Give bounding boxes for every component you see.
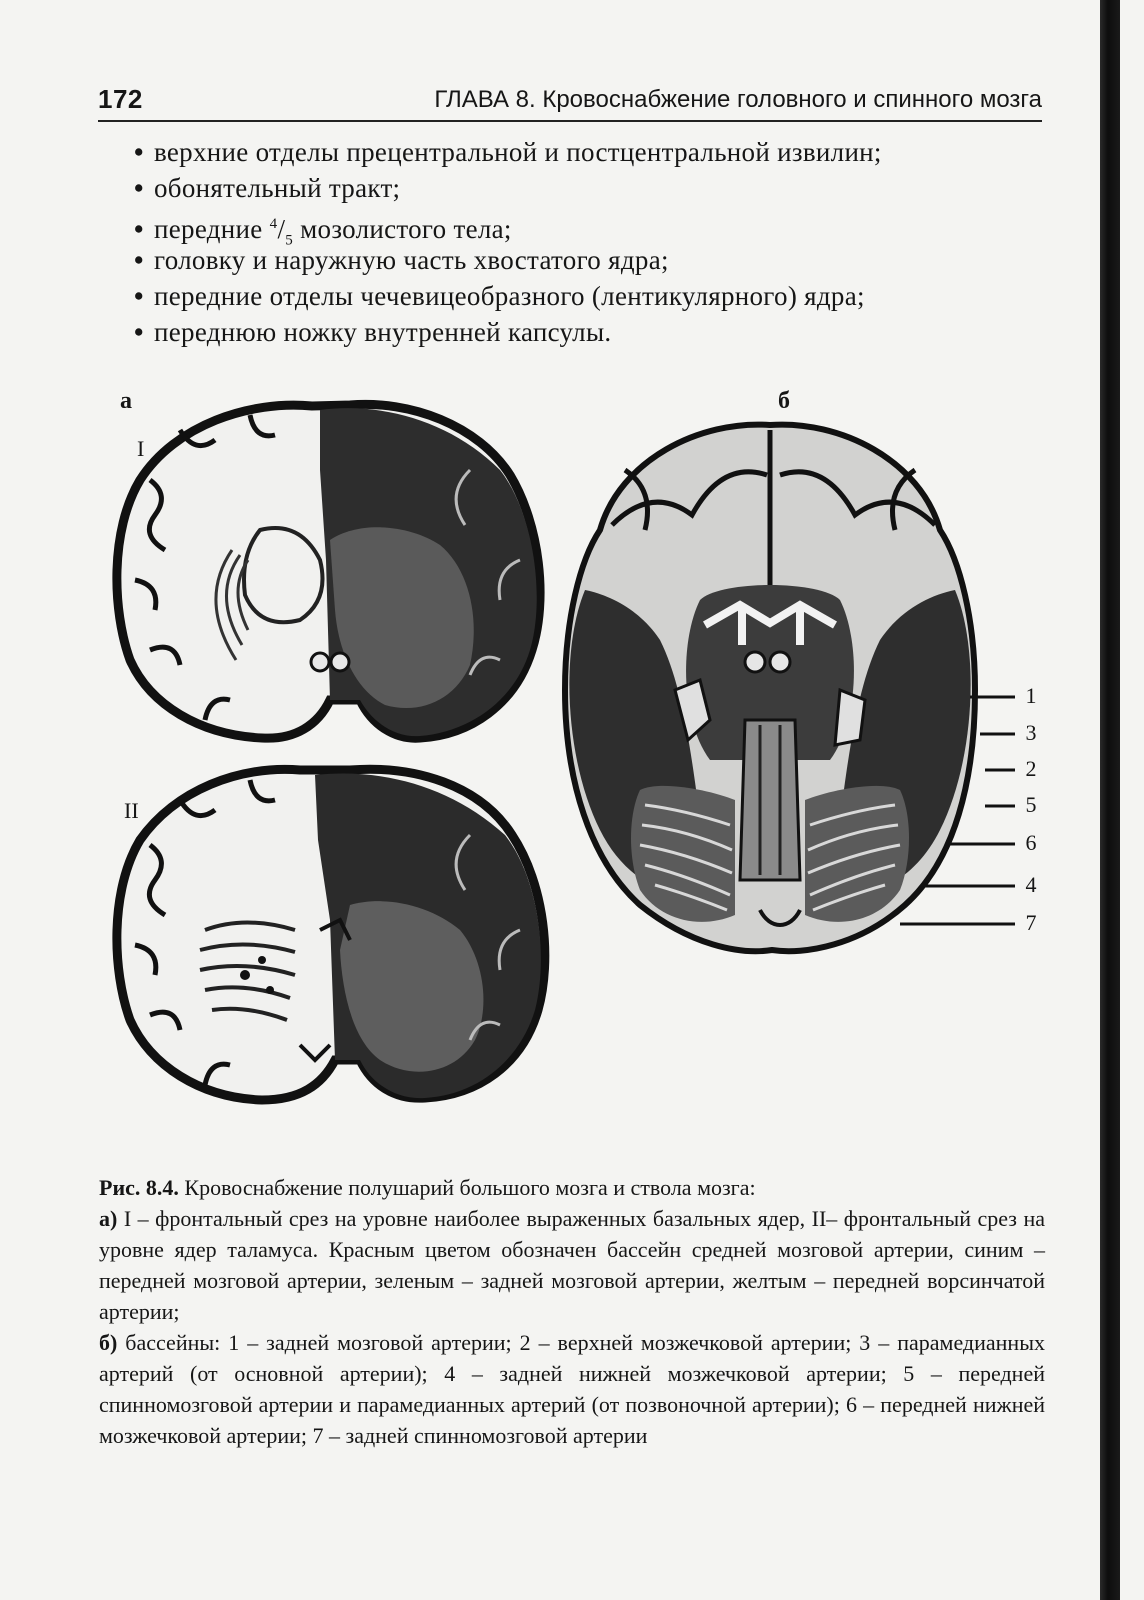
panel-label-b: б — [778, 388, 790, 414]
bullet-icon: • — [134, 317, 144, 347]
chapter-title: ГЛАВА 8. Кровоснабжение головного и спинного мозга — [434, 86, 1042, 113]
bullet-icon: • — [134, 214, 144, 244]
caption-title-line — [99, 1172, 1045, 1203]
bullet-icon: • — [134, 137, 144, 167]
fraction-denominator: 5 — [285, 232, 294, 249]
caption-part-a — [99, 1203, 1045, 1327]
caption-part-a-marker: а) — [99, 1206, 118, 1231]
basal-brain-view — [565, 425, 975, 952]
figure-caption — [99, 1172, 1045, 1451]
caption-label: Рис. 8.4. — [99, 1175, 179, 1200]
coronal-section-2 — [117, 769, 545, 1100]
list-item-text: передние отделы чечевицеобразного (лентикулярного) ядра; — [154, 281, 865, 311]
section-label-2: II — [124, 798, 139, 823]
callout-label-3: 3 — [1025, 720, 1037, 745]
list-item-text: мозолистого тела; — [293, 214, 512, 244]
fraction: $^4/_5$ — [269, 214, 294, 249]
caption-part-b-text: бассейны: 1 – задней мозговой артерии; 2 – верхней мозжечковой артерии; 3 – парамедианных артерий (от основной артерии); 4 – задней нижней мозжечковой артерии; 5 – передней спинномозговой артерии и парамедианных артерий (от позвоночной артерии); 6 – передней нижней мозжечковой артерии; 7 – задней спинномозговой артерии — [99, 1330, 1045, 1448]
page-number: 172 — [98, 84, 143, 114]
callout-label-2: 2 — [1025, 756, 1037, 781]
coronal-section-1 — [117, 404, 540, 738]
callout-label-1: 1 — [1025, 683, 1037, 708]
caption-part-b — [99, 1327, 1045, 1451]
list-item-text: обонятельный тракт; — [154, 173, 401, 203]
callout-label-4: 4 — [1025, 872, 1037, 897]
callout-label-7: 7 — [1025, 910, 1037, 935]
callout-label-6: 6 — [1025, 830, 1037, 855]
panel-label-a: а — [120, 388, 132, 414]
list-item-text: переднюю ножку внутренней капсулы. — [154, 317, 612, 347]
list-item-text: головку и наружную часть хвостатого ядра; — [154, 245, 669, 275]
bullet-icon: • — [134, 245, 144, 275]
bullet-icon: • — [134, 173, 144, 203]
caption-part-b-marker: б) — [99, 1330, 118, 1355]
fraction-numerator: 4 — [269, 216, 278, 232]
section-label-1: I — [137, 436, 145, 461]
caption-part-a-text: I – фронтальный срез на уровне наиболее выраженных базальных ядер, II– фронтальный срез на уровне ядер таламуса. Красным цветом обозначен бассейн средней мозговой артерии, синим – передней мозговой артерии, зеленым – задней мозговой артерии, желтым – передней ворсинчатой артерии; — [99, 1206, 1045, 1324]
list-item-text: верхние отделы прецентральной и постцентральной извилин; — [154, 137, 882, 167]
callout-label-5: 5 — [1025, 792, 1037, 817]
caption-title: Кровоснабжение полушарий большого мозга и ствола мозга: — [184, 1175, 756, 1200]
list-item-text: передние — [154, 214, 270, 244]
bullet-icon: • — [134, 281, 144, 311]
